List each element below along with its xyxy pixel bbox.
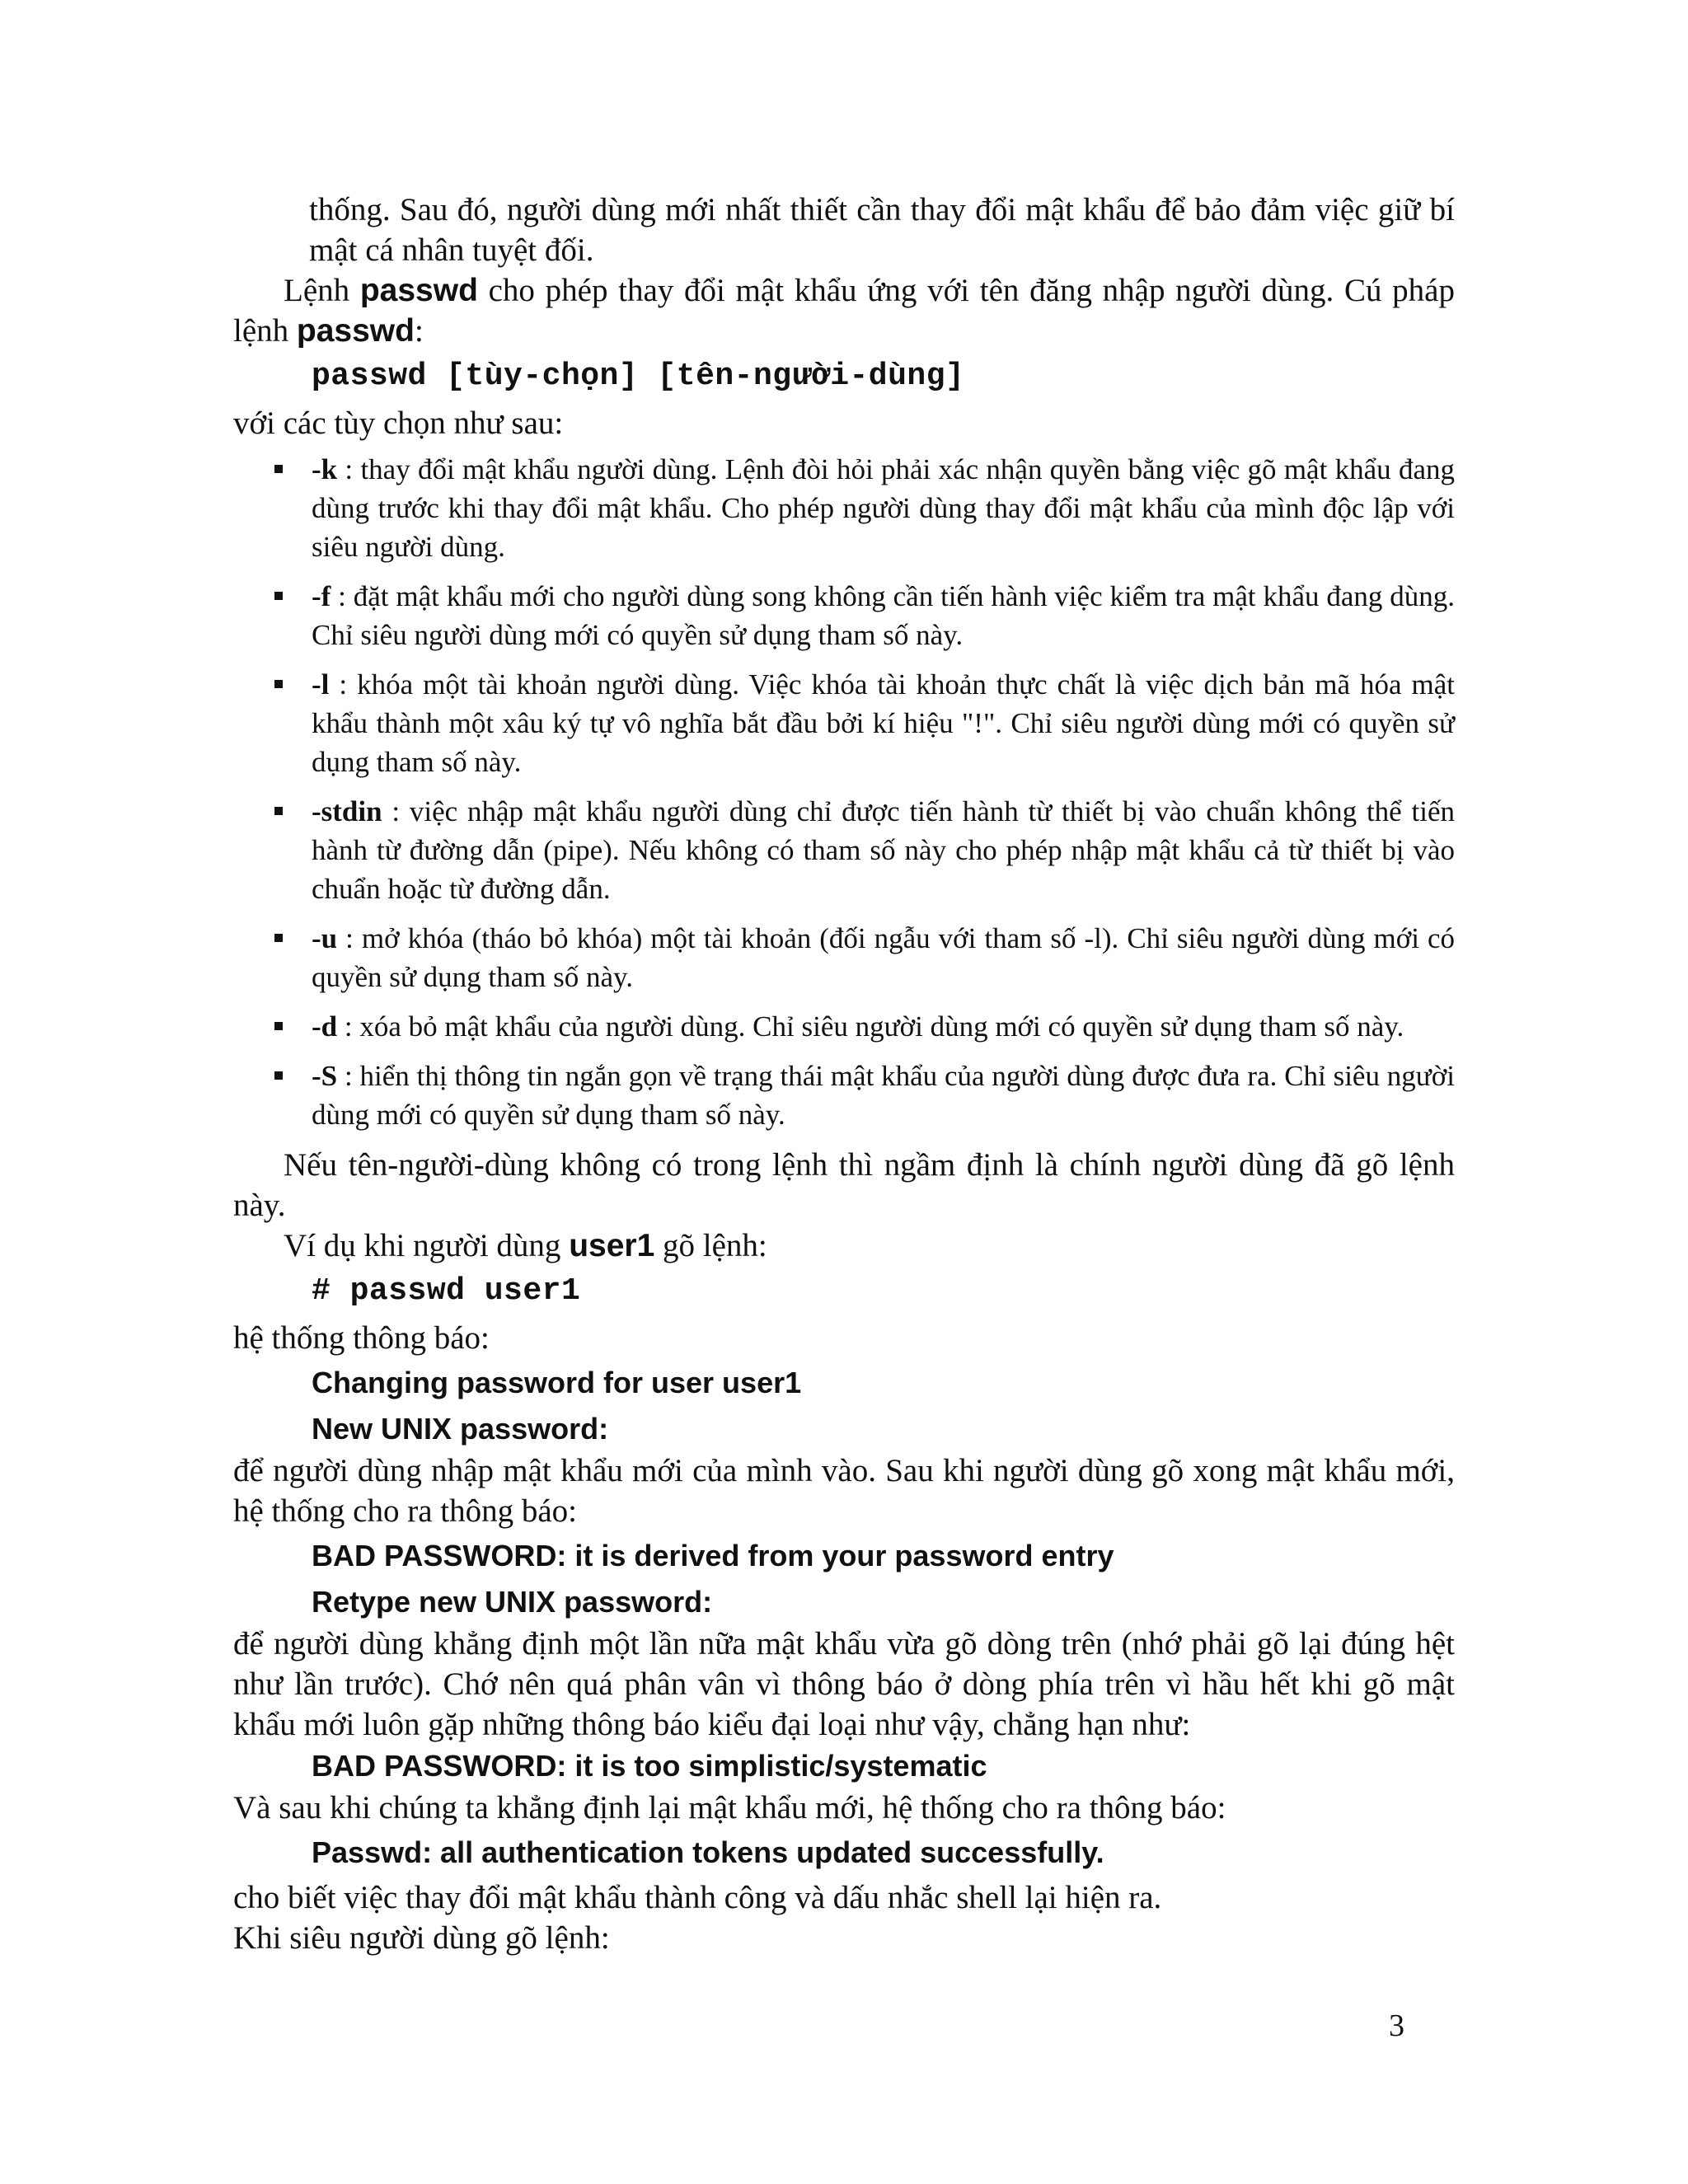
option-flag: -u	[312, 922, 338, 954]
example-user-term: user1	[569, 1228, 655, 1263]
option-item	[233, 450, 1455, 566]
example-command: # passwd user1	[312, 1273, 581, 1309]
para-after-confirm: Và sau khi chúng ta khẳng định lại mật khẩu mới, hệ thống cho ra thông báo:	[233, 1790, 1226, 1825]
option-flag: -k	[312, 453, 338, 485]
passwd-intro	[233, 270, 1455, 351]
para-superuser: Khi siêu người dùng gõ lệnh:	[233, 1920, 610, 1956]
option-desc: : hiển thị thông tin ngắn gọn về trạng thái mật khẩu của người dùng được đưa ra. Chỉ siêu người dùng mới có quyền sử dụng tham số này.	[312, 1060, 1455, 1131]
option-flag: -stdin	[312, 795, 382, 827]
msg-changing-password: Changing password for user user1	[312, 1366, 802, 1399]
option-flag: -d	[312, 1010, 338, 1043]
passwd-intro-colon: :	[414, 313, 424, 349]
bullet-square-icon	[274, 1022, 283, 1030]
msg-new-password-prompt: New UNIX password:	[312, 1412, 609, 1446]
option-desc: : xóa bỏ mật khẩu của người dùng. Chỉ siêu người dùng mới có quyền sử dụng tham số này.	[337, 1010, 1404, 1043]
msg-success: Passwd: all authentication tokens updated successfully.	[312, 1835, 1104, 1869]
example-lead-text-b: gõ lệnh:	[654, 1228, 767, 1263]
option-desc: : mở khóa (tháo bỏ khóa) một tài khoản (đối ngẫu với tham số -l). Chỉ siêu người dùng mới có quyền sử dụng tham số này.	[312, 922, 1455, 993]
page-number: 3	[1389, 2008, 1404, 2043]
page-body	[233, 190, 1455, 1958]
bullet-square-icon	[274, 807, 283, 815]
msg-bad-password-simplistic: BAD PASSWORD: it is too simplistic/systematic	[312, 1749, 987, 1783]
msg-retype-password-prompt: Retype new UNIX password:	[312, 1585, 713, 1619]
option-item	[233, 665, 1455, 781]
bullet-square-icon	[274, 592, 283, 600]
default-user-note: Nếu tên-người-dùng không có trong lệnh thì ngầm định là chính người dùng đã gõ lệnh này.	[233, 1147, 1455, 1223]
intro-continuation: thống. Sau đó, người dùng mới nhất thiết cần thay đổi mật khẩu để bảo đảm việc giữ bí mật cá nhân tuyệt đối.	[309, 192, 1455, 268]
option-desc: : việc nhập mật khẩu người dùng chỉ được tiến hành từ thiết bị vào chuẩn không thể tiến hành từ đường dẫn (pipe). Nếu không có tham số này cho phép nhập mật khẩu cả từ thiết bị vào chuẩn hoặc từ đường dẫn.	[312, 795, 1455, 905]
para-confirm-password: để người dùng khẳng định một lần nữa mật khẩu vừa gõ dòng trên (nhớ phải gõ lại đúng hệt như lần trước). Chớ nên quá phân vân vì thông báo ở dòng phía trên vì hầu hết khi gõ mật khẩu mới luôn gặp những thông báo kiểu đại loại như vậy, chẳng hạn như:	[233, 1626, 1455, 1742]
option-flag: -f	[312, 580, 331, 612]
system-notice-lead: hệ thống thông báo:	[233, 1320, 490, 1356]
option-item	[233, 919, 1455, 996]
passwd-command-term-2: passwd	[296, 313, 415, 349]
option-desc: : thay đổi mật khẩu người dùng. Lệnh đòi hỏi phải xác nhận quyền bằng việc gõ mật khẩu đang dùng trước khi thay đổi mật khẩu. Cho phép người dùng thay đổi mật khẩu của mình độc lập với siêu người dùng.	[312, 453, 1455, 563]
option-flag: -S	[312, 1060, 338, 1092]
passwd-syntax: passwd [tùy-chọn] [tên-người-dùng]	[312, 359, 965, 394]
bullet-square-icon	[274, 680, 283, 688]
option-flag: -l	[312, 668, 330, 701]
msg-bad-password-derived: BAD PASSWORD: it is derived from your password entry	[312, 1539, 1114, 1572]
option-item	[233, 577, 1455, 654]
example-lead	[233, 1226, 1455, 1266]
para-result: cho biết việc thay đổi mật khẩu thành công và dấu nhắc shell lại hiện ra.	[233, 1880, 1162, 1915]
option-desc: : đặt mật khẩu mới cho người dùng song không cần tiến hành việc kiểm tra mật khẩu đang dùng. Chỉ siêu người dùng mới có quyền sử dụng tham số này.	[312, 580, 1455, 651]
options-lead: với các tùy chọn như sau:	[233, 405, 564, 441]
option-item	[233, 1057, 1455, 1134]
bullet-square-icon	[274, 465, 283, 473]
passwd-intro-text-b: cho phép thay đổi mật khẩu ứng với tên đăng nhập người dùng. Cú pháp lệnh	[233, 273, 1455, 349]
bullet-square-icon	[274, 1071, 283, 1080]
options-list	[233, 450, 1455, 1134]
example-lead-text-a: Ví dụ khi người dùng	[284, 1228, 570, 1263]
para-enter-password: để người dùng nhập mật khẩu mới của mình vào. Sau khi người dùng gõ xong mật khẩu mới, hệ thống cho ra thông báo:	[233, 1453, 1455, 1529]
option-item	[233, 792, 1455, 908]
option-desc: : khóa một tài khoản người dùng. Việc khóa tài khoản thực chất là việc dịch bản mã hóa mật khẩu thành một xâu ký tự vô nghĩa bắt đầu bởi kí hiệu "!". Chỉ siêu người dùng mới có quyền sử dụng tham số này.	[312, 668, 1455, 778]
bullet-square-icon	[274, 934, 283, 942]
option-item	[233, 1007, 1455, 1046]
passwd-intro-text-a: Lệnh	[284, 273, 360, 308]
passwd-command-term: passwd	[359, 273, 478, 308]
